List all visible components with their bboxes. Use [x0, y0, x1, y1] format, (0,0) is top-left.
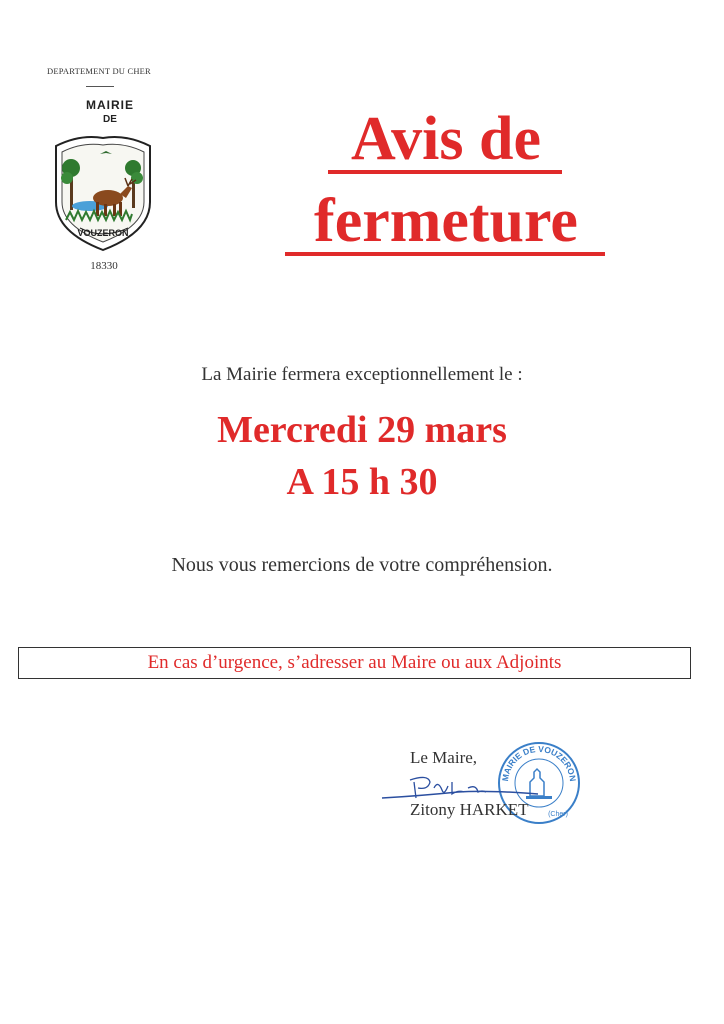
de-label: DE	[103, 114, 117, 125]
crest-town-name: VOUZERON	[77, 228, 129, 238]
mayor-role-label: Le Maire,	[410, 748, 478, 767]
stamp-ring-text: MAIRIE DE VOUZERON	[499, 743, 579, 782]
postcode: 18330	[90, 260, 118, 272]
closure-time: A 15 h 30	[286, 461, 438, 503]
mayor-name: Zitony HARKET	[410, 800, 529, 819]
notice-title-line1: Avis de	[350, 105, 542, 173]
urgent-notice-box	[18, 647, 691, 679]
urgent-notice-text: En cas d’urgence, s’adresser au Maire ou aux Adjoints	[147, 652, 562, 673]
department-divider	[86, 86, 114, 87]
town-crest-logo	[50, 132, 156, 254]
closure-date: Mercredi 29 mars	[217, 409, 507, 451]
title-underline-2	[285, 252, 605, 256]
stamp-sub-text: (Cher)	[548, 811, 568, 818]
notice-title-line2: fermeture	[314, 187, 578, 255]
intro-text: La Mairie fermera exceptionnellement le :	[201, 364, 523, 385]
department-label: DEPARTEMENT DU CHER	[47, 66, 151, 76]
thanks-text: Nous vous remercions de votre compréhension.	[171, 554, 553, 576]
title-underline-1	[328, 170, 562, 174]
mairie-label: MAIRIE	[86, 98, 134, 112]
